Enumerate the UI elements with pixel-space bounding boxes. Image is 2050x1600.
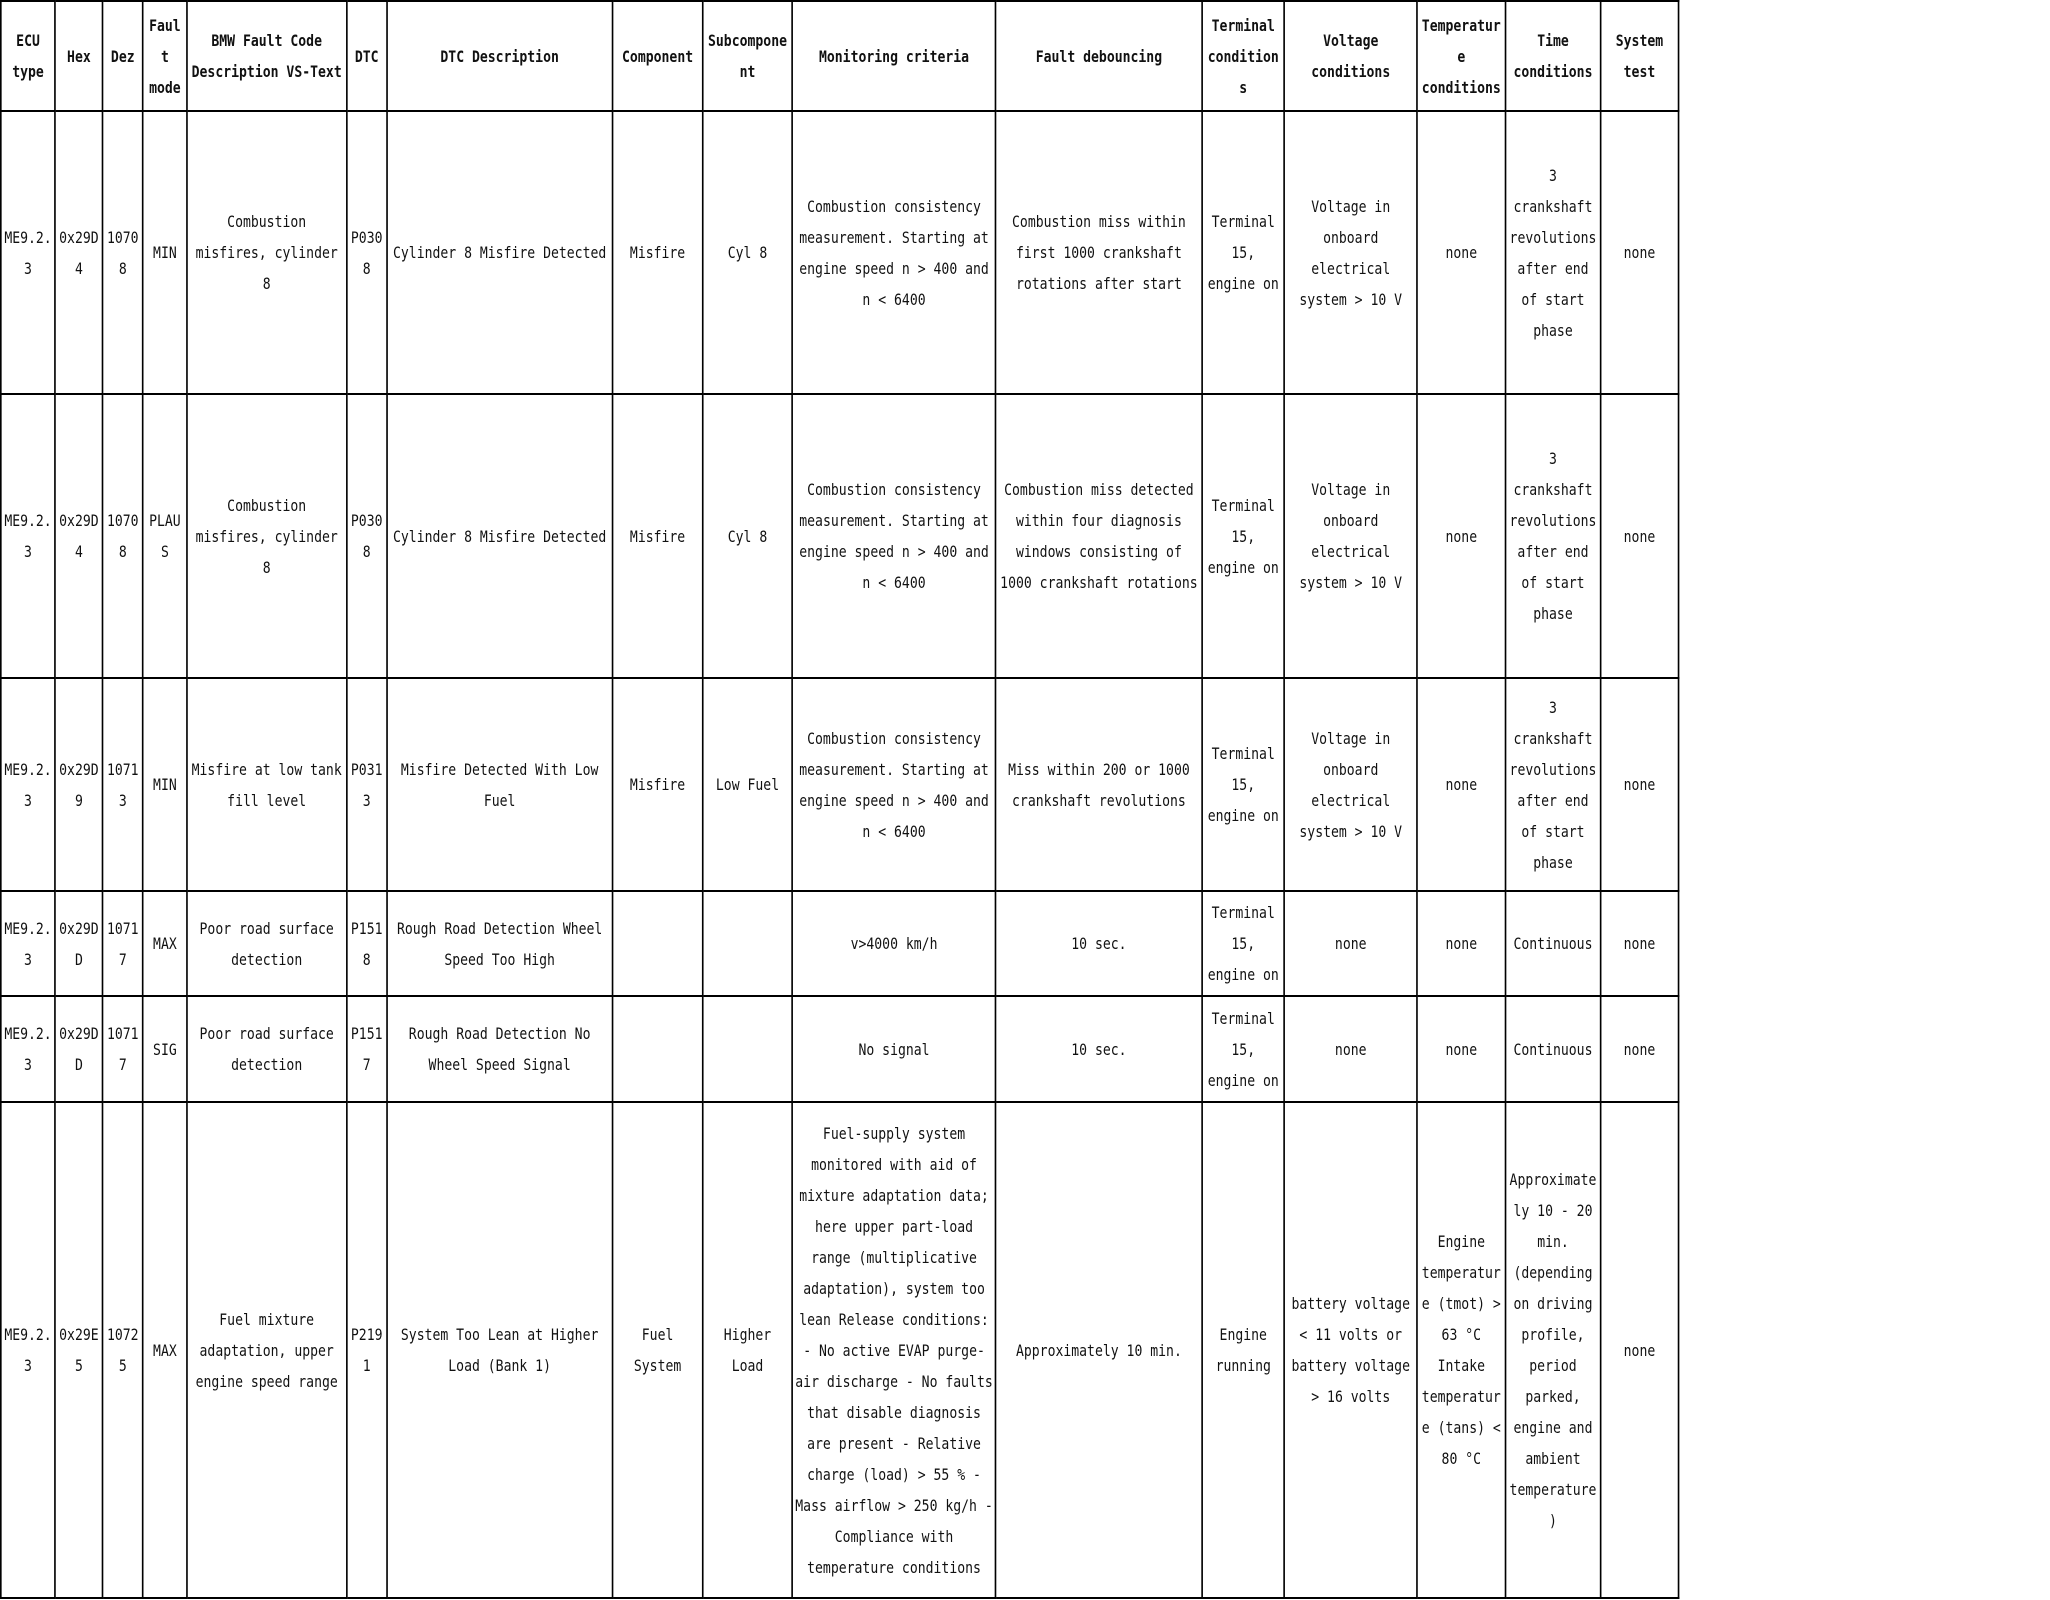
cell-ecu-type: ME9.2.3 [1, 891, 55, 996]
cell-fault-mode: MAX [143, 1102, 187, 1598]
cell-subcomponent: Low Fuel [703, 678, 792, 891]
cell-fault-description: Poor road surface detection [187, 996, 347, 1102]
cell-fault-debouncing: Combustion miss within first 1000 crankshaft rotations after start [996, 111, 1202, 394]
cell-fault-debouncing: Combustion miss detected within four diagnosis windows consisting of 1000 crankshaft rotations [996, 394, 1202, 678]
cell-voltage-conditions: battery voltage < 11 volts or battery voltage > 16 volts [1284, 1102, 1416, 1598]
header-ecu-type: ECU type [1, 1, 55, 111]
cell-dez: 10717 [103, 996, 143, 1102]
cell-component: Misfire [612, 678, 702, 891]
cell-time-conditions: 3 crankshaft revolutions after end of start phase [1506, 394, 1601, 678]
cell-voltage-conditions: Voltage in onboard electrical system > 10 V [1284, 111, 1416, 394]
cell-time-conditions: Continuous [1506, 891, 1601, 996]
cell-component: Misfire [612, 111, 702, 394]
cell-dtc: P0308 [347, 394, 387, 678]
cell-temperature-conditions: none [1417, 996, 1506, 1102]
cell-dez: 10708 [103, 111, 143, 394]
cell-dtc-description: Cylinder 8 Misfire Detected [387, 111, 612, 394]
cell-time-conditions: Approximately 10 - 20 min. (depending on driving profile, period parked, engine and ambient temperature) [1506, 1102, 1601, 1598]
header-component: Component [612, 1, 702, 111]
cell-fault-debouncing: Miss within 200 or 1000 crankshaft revolutions [996, 678, 1202, 891]
cell-fault-mode: MIN [143, 678, 187, 891]
cell-hex: 0x29E5 [55, 1102, 102, 1598]
cell-subcomponent [703, 996, 792, 1102]
cell-terminal-conditions: Terminal 15, engine on [1202, 394, 1284, 678]
cell-terminal-conditions: Terminal 15, engine on [1202, 891, 1284, 996]
cell-temperature-conditions: none [1417, 394, 1506, 678]
header-dtc: DTC [347, 1, 387, 111]
cell-fault-mode: MIN [143, 111, 187, 394]
cell-component [612, 996, 702, 1102]
header-terminal-conditions: Terminal conditions [1202, 1, 1284, 111]
cell-temperature-conditions: Engine temperature (tmot) > 63 °C Intake temperature (tans) < 80 °C [1417, 1102, 1506, 1598]
header-voltage-conditions: Voltage conditions [1284, 1, 1416, 111]
cell-fault-debouncing: 10 sec. [996, 891, 1202, 996]
cell-dez: 10717 [103, 891, 143, 996]
cell-fault-description: Combustion misfires, cylinder 8 [187, 394, 347, 678]
cell-system-test: none [1600, 996, 1678, 1102]
header-time-conditions: Time conditions [1506, 1, 1601, 111]
cell-terminal-conditions: Engine running [1202, 1102, 1284, 1598]
cell-subcomponent: Cyl 8 [703, 111, 792, 394]
header-row [1, 1, 1679, 111]
table-row [1, 1102, 1679, 1598]
header-subcomponent: Subcomponent [703, 1, 792, 111]
cell-temperature-conditions: none [1417, 891, 1506, 996]
cell-time-conditions: 3 crankshaft revolutions after end of start phase [1506, 678, 1601, 891]
table-row [1, 111, 1679, 394]
header-monitoring-criteria: Monitoring criteria [792, 1, 996, 111]
cell-dtc: P2191 [347, 1102, 387, 1598]
cell-fault-description: Poor road surface detection [187, 891, 347, 996]
cell-temperature-conditions: none [1417, 111, 1506, 394]
cell-voltage-conditions: Voltage in onboard electrical system > 10 V [1284, 678, 1416, 891]
table-row [1, 996, 1679, 1102]
cell-system-test: none [1600, 1102, 1678, 1598]
cell-ecu-type: ME9.2.3 [1, 678, 55, 891]
cell-system-test: none [1600, 891, 1678, 996]
cell-dtc: P1518 [347, 891, 387, 996]
table-row [1, 891, 1679, 996]
header-hex: Hex [55, 1, 102, 111]
cell-dez: 10725 [103, 1102, 143, 1598]
cell-ecu-type: ME9.2.3 [1, 1102, 55, 1598]
cell-monitoring-criteria: v>4000 km/h [792, 891, 996, 996]
cell-ecu-type: ME9.2.3 [1, 394, 55, 678]
cell-fault-debouncing: 10 sec. [996, 996, 1202, 1102]
header-dez: Dez [103, 1, 143, 111]
cell-subcomponent [703, 891, 792, 996]
cell-terminal-conditions: Terminal 15, engine on [1202, 111, 1284, 394]
header-fault-description: BMW Fault Code Description VS-Text [187, 1, 347, 111]
cell-fault-mode: PLAUS [143, 394, 187, 678]
cell-hex: 0x29D9 [55, 678, 102, 891]
cell-temperature-conditions: none [1417, 678, 1506, 891]
cell-subcomponent: Higher Load [703, 1102, 792, 1598]
cell-dez: 10708 [103, 394, 143, 678]
cell-voltage-conditions: none [1284, 996, 1416, 1102]
cell-ecu-type: ME9.2.3 [1, 996, 55, 1102]
cell-time-conditions: 3 crankshaft revolutions after end of start phase [1506, 111, 1601, 394]
cell-fault-description: Combustion misfires, cylinder 8 [187, 111, 347, 394]
header-dtc-description: DTC Description [387, 1, 612, 111]
cell-monitoring-criteria: Combustion consistency measurement. Starting at engine speed n > 400 and n < 6400 [792, 678, 996, 891]
cell-dtc: P1517 [347, 996, 387, 1102]
header-fault-mode: Fault mode [143, 1, 187, 111]
cell-dtc-description: Misfire Detected With Low Fuel [387, 678, 612, 891]
cell-monitoring-criteria: Combustion consistency measurement. Starting at engine speed n > 400 and n < 6400 [792, 111, 996, 394]
table-row [1, 678, 1679, 891]
cell-fault-debouncing: Approximately 10 min. [996, 1102, 1202, 1598]
header-fault-debouncing: Fault debouncing [996, 1, 1202, 111]
cell-voltage-conditions: Voltage in onboard electrical system > 10 V [1284, 394, 1416, 678]
table-row [1, 394, 1679, 678]
cell-ecu-type: ME9.2.3 [1, 111, 55, 394]
cell-subcomponent: Cyl 8 [703, 394, 792, 678]
cell-dtc: P0313 [347, 678, 387, 891]
cell-hex: 0x29D4 [55, 111, 102, 394]
cell-fault-description: Misfire at low tank fill level [187, 678, 347, 891]
cell-component [612, 891, 702, 996]
cell-voltage-conditions: none [1284, 891, 1416, 996]
cell-dtc: P0308 [347, 111, 387, 394]
cell-system-test: none [1600, 678, 1678, 891]
cell-fault-mode: MAX [143, 891, 187, 996]
cell-fault-mode: SIG [143, 996, 187, 1102]
cell-dtc-description: System Too Lean at Higher Load (Bank 1) [387, 1102, 612, 1598]
header-system-test: System test [1600, 1, 1678, 111]
cell-dez: 10713 [103, 678, 143, 891]
cell-time-conditions: Continuous [1506, 996, 1601, 1102]
cell-monitoring-criteria: No signal [792, 996, 996, 1102]
cell-hex: 0x29DD [55, 891, 102, 996]
cell-dtc-description: Rough Road Detection Wheel Speed Too High [387, 891, 612, 996]
header-temperature-conditions: Temperature conditions [1417, 1, 1506, 111]
cell-hex: 0x29DD [55, 996, 102, 1102]
cell-terminal-conditions: Terminal 15, engine on [1202, 996, 1284, 1102]
cell-dtc-description: Cylinder 8 Misfire Detected [387, 394, 612, 678]
cell-monitoring-criteria: Combustion consistency measurement. Starting at engine speed n > 400 and n < 6400 [792, 394, 996, 678]
cell-system-test: none [1600, 111, 1678, 394]
cell-fault-description: Fuel mixture adaptation, upper engine speed range [187, 1102, 347, 1598]
cell-dtc-description: Rough Road Detection No Wheel Speed Signal [387, 996, 612, 1102]
cell-monitoring-criteria: Fuel-supply system monitored with aid of mixture adaptation data; here upper part-load range (multiplicative adaptation), system too lean Release conditions: - No active EVAP purge-air discharge - No faults that disable diagnosis are present - Relative charge (load) > 55 % - Mass airflow > 250 kg/h - Compliance with temperature conditions [792, 1102, 996, 1598]
cell-terminal-conditions: Terminal 15, engine on [1202, 678, 1284, 891]
cell-component: Fuel System [612, 1102, 702, 1598]
cell-system-test: none [1600, 394, 1678, 678]
cell-hex: 0x29D4 [55, 394, 102, 678]
cell-component: Misfire [612, 394, 702, 678]
